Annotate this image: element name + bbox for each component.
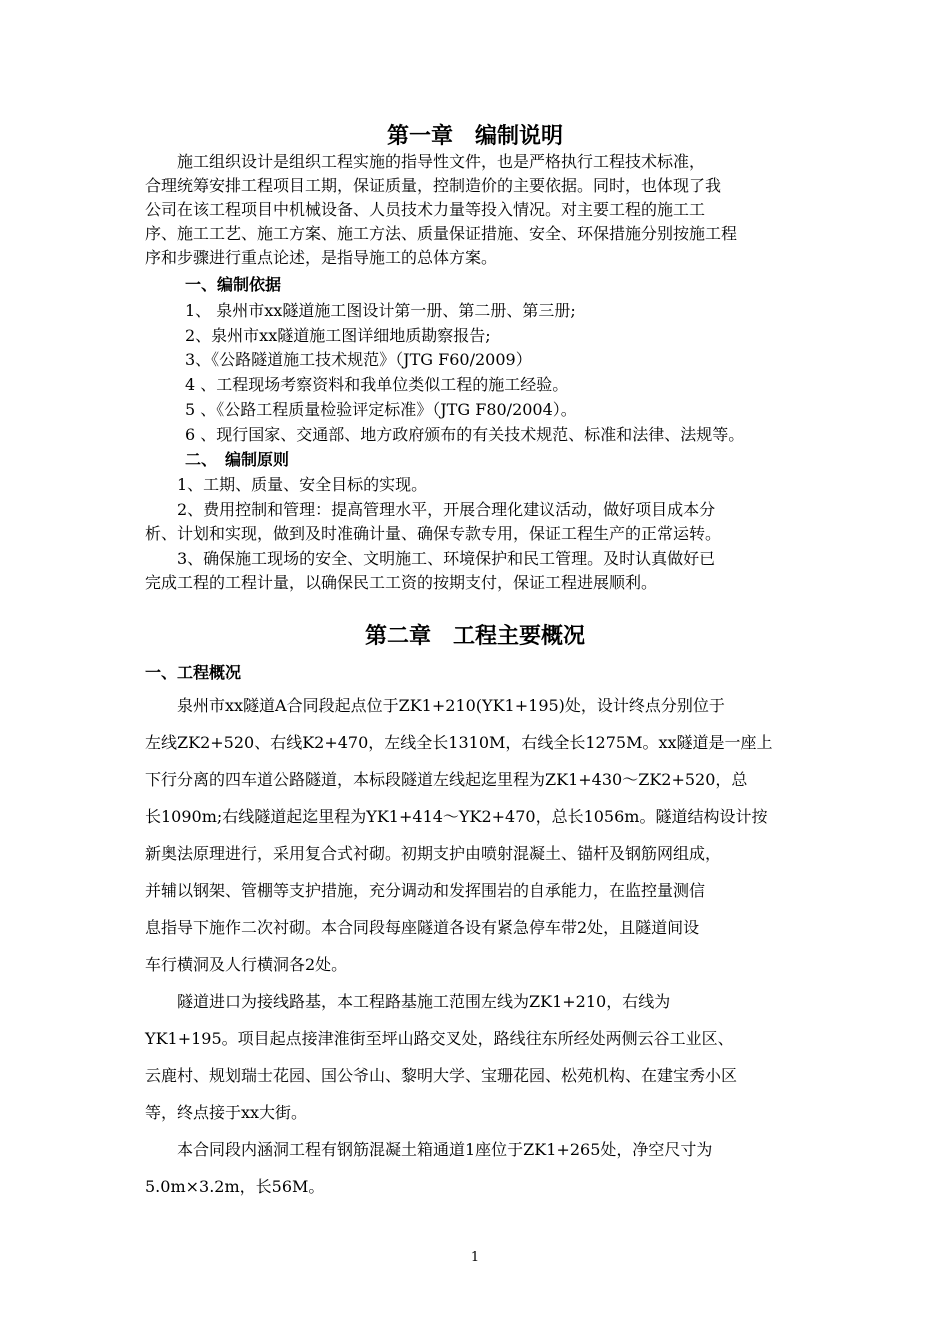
list-item: 5 、《公路工程质量检验评定标准》（JTG F80/2004）。	[185, 400, 577, 419]
overview-line: 等，终点接于xx大街。	[145, 1103, 308, 1122]
section-heading-principles: 二、 编制原则	[185, 450, 290, 469]
intro-line: 施工组织设计是组织工程实施的指导性文件，也是严格执行工程技术标准，	[145, 152, 706, 171]
list-item: 2、泉州市xx隧道施工图详细地质勘察报告;	[185, 326, 491, 345]
intro-line: 序、施工工艺、施工方案、施工方法、质量保证措施、安全、环保措施分别按施工程	[145, 224, 738, 243]
list-item: 4 、工程现场考察资料和我单位类似工程的施工经验。	[185, 375, 569, 394]
chapter-1-title: 第一章 编制说明	[386, 123, 563, 149]
section-heading-basis: 一、编制依据	[185, 275, 282, 294]
chapter-2-title: 第二章 工程主要概况	[364, 623, 585, 649]
overview-line: 5.0m×3.2m，长56M。	[145, 1177, 325, 1196]
overview-line: 左线ZK2+520、右线K2+470，左线全长1310M，右线全长1275M。xx隧道是一座上	[145, 733, 773, 752]
overview-line: 云鹿村、规划瑞士花园、国公爷山、黎明大学、宝珊花园、松苑机构、在建宝秀小区	[145, 1066, 738, 1085]
list-item: 6 、现行国家、交通部、地方政府颁布的有关技术规范、标准和法律、法规等。	[185, 425, 745, 444]
overview-line: 车行横洞及人行横洞各2处。	[145, 955, 348, 974]
intro-line: 合理统筹安排工程项目工期，保证质量，控制造价的主要依据。同时，也体现了我	[145, 176, 722, 195]
intro-line: 序和步骤进行重点论述，是指导施工的总体方案。	[145, 248, 498, 267]
overview-line: 本合同段内涵洞工程有钢筋混凝土箱通道1座位于ZK1+265处，净空尺寸为	[145, 1140, 713, 1159]
principle-line: 1、工期、质量、安全目标的实现。	[145, 475, 428, 494]
overview-line: 长1090m;右线隧道起迄里程为YK1+414～YK2+470，总长1056m。隧道结构设计按	[145, 807, 768, 826]
list-item: 1、 泉州市xx隧道施工图设计第一册、第二册、第三册;	[185, 301, 576, 320]
principle-line: 析、计划和实现，做到及时准确计量、确保专款专用，保证工程生产的正常运转。	[145, 524, 722, 543]
overview-line: 泉州市xx隧道A合同段起点位于ZK1+210(YK1+195)处，设计终点分别位于	[145, 696, 725, 715]
principle-line: 3、确保施工现场的安全、文明施工、环境保护和民工管理。及时认真做好已	[145, 549, 716, 568]
list-item: 3、《公路隧道施工技术规范》（JTG F60/2009）	[185, 350, 532, 369]
overview-line: YK1+195。项目起点接津淮街至坪山路交叉处，路线往东所经处两侧云谷工业区、	[145, 1029, 734, 1048]
overview-line: 隧道进口为接线路基，本工程路基施工范围左线为ZK1+210，右线为	[145, 992, 671, 1011]
principle-line: 完成工程的工程计量，以确保民工工资的按期支付，保证工程进展顺利。	[145, 573, 658, 592]
overview-line: 息指导下施作二次衬砌。本合同段每座隧道各设有紧急停车带2处，且隧道间设	[145, 918, 700, 937]
principle-line: 2、费用控制和管理：提高管理水平，开展合理化建议活动，做好项目成本分	[145, 500, 716, 519]
overview-line: 并辅以钢架、管棚等支护措施，充分调动和发挥围岩的自承能力，在监控量测信	[145, 881, 706, 900]
intro-line: 公司在该工程项目中机械设备、人员技术力量等投入情况。对主要工程的施工工	[145, 200, 706, 219]
overview-line: 新奥法原理进行，采用复合式衬砌。初期支护由喷射混凝土、锚杆及钢筋网组成，	[145, 844, 722, 863]
overview-line: 下行分离的四车道公路隧道，本标段隧道左线起迄里程为ZK1+430～ZK2+520，总	[145, 770, 748, 789]
page-number: 1	[470, 1250, 480, 1265]
section-heading-overview: 一、工程概况	[145, 663, 242, 682]
